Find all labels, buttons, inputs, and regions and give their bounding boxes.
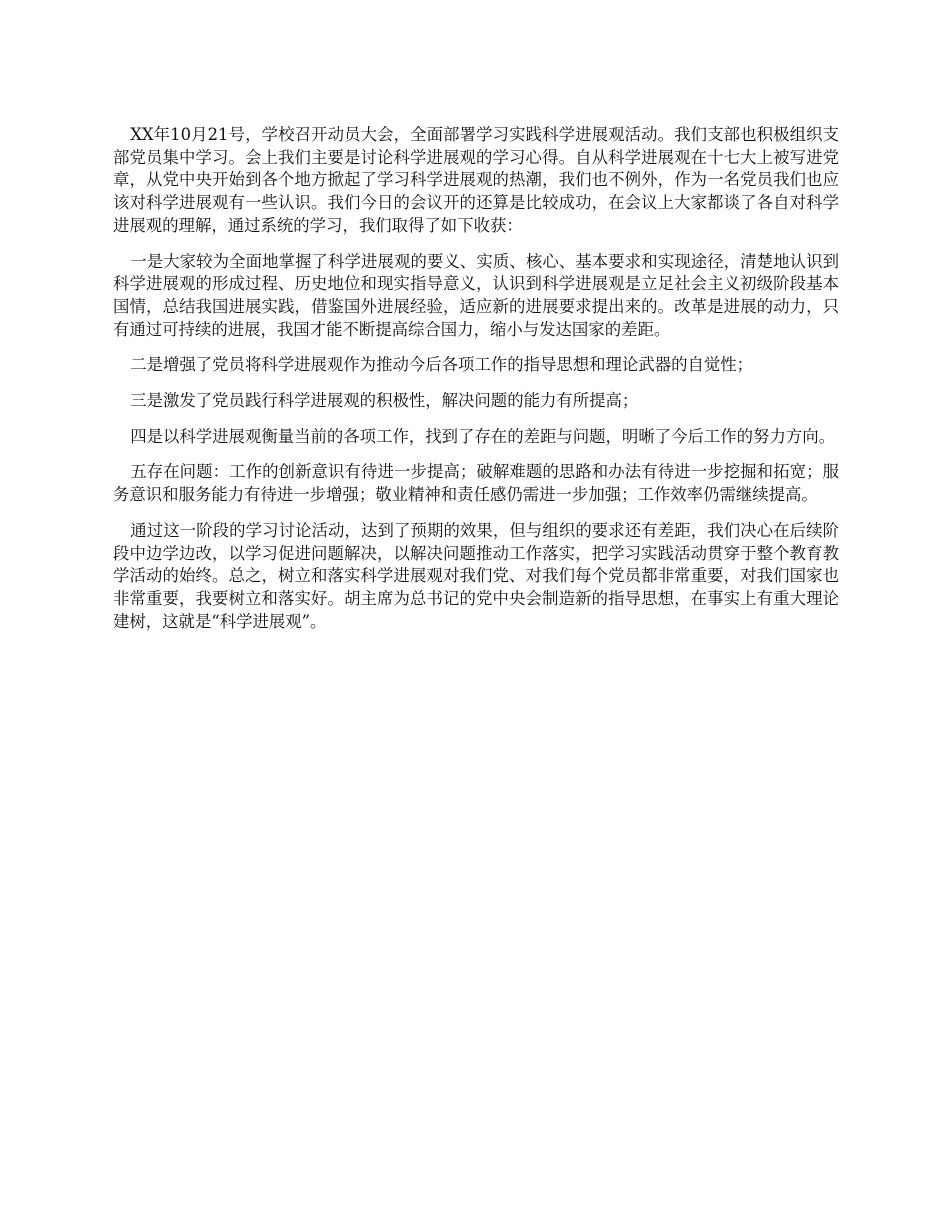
paragraph-point-three: 三是激发了党员践行科学进展观的积极性，解决问题的能力有所提高； xyxy=(130,391,639,411)
document-body xyxy=(113,124,839,646)
paragraph-point-two: 二是增强了党员将科学进展观作为推动今后各项工作的指导思想和理论武器的自觉性； xyxy=(130,355,754,375)
paragraph-point-five: 五存在问题：工作的创新意识有待进一步提高；破解难题的思路和办法有待进一步挖掘和拓宽；服务意识和服务能力有待进一步增强；敬业精神和责任感仍需进一步加强；工作效率仍需继续提高。 xyxy=(113,462,839,505)
paragraph-point-four: 四是以科学进展观衡量当前的各项工作，找到了存在的差距与问题，明晰了今后工作的努力方向。 xyxy=(130,426,836,446)
paragraph-intro: XX年10月21号，学校召开动员大会，全面部署学习实践科学进展观活动。我们支部也积极组织支部党员集中学习。会上我们主要是讨论科学进展观的学习心得。自从科学进展观在十七大上被写进党章，从党中央开始到各个地方掀起了学习科学进展观的热潮，我们也不例外，作为一名党员我们也应该对科学进展观有一些认识。我们今日的会议开的还算是比较成功，在会议上大家都谈了各自对科学进展观的理解，通过系统的学习，我们取得了如下收获： xyxy=(113,125,839,235)
paragraph-conclusion: 通过这一阶段的学习讨论活动，达到了预期的效果，但与组织的要求还有差距，我们决心在后续阶段中边学边改，以学习促进问题解决，以解决问题推动工作落实，把学习实践活动贯穿于整个教育教学活动的始终。总之，树立和落实科学进展观对我们党、对我们每个党员都非常重要，对我们国家也非常重要，我要树立和落实好。胡主席为总书记的党中央会制造新的指导思想，在事实上有重大理论建树，这就是“科学进展观”。 xyxy=(113,520,839,631)
paragraph-point-one: 一是大家较为全面地掌握了科学进展观的要义、实质、核心、基本要求和实现途径，清楚地认识到科学进展观的形成过程、历史地位和现实指导意义，认识到科学进展观是立足社会主义初级阶段基本国情，总结我国进展实践，借鉴国外进展经验，适应新的进展要求提出来的。改革是进展的动力，只有通过可持续的进展，我国才能不断提高综合国力，缩小与发达国家的差距。 xyxy=(113,251,839,339)
